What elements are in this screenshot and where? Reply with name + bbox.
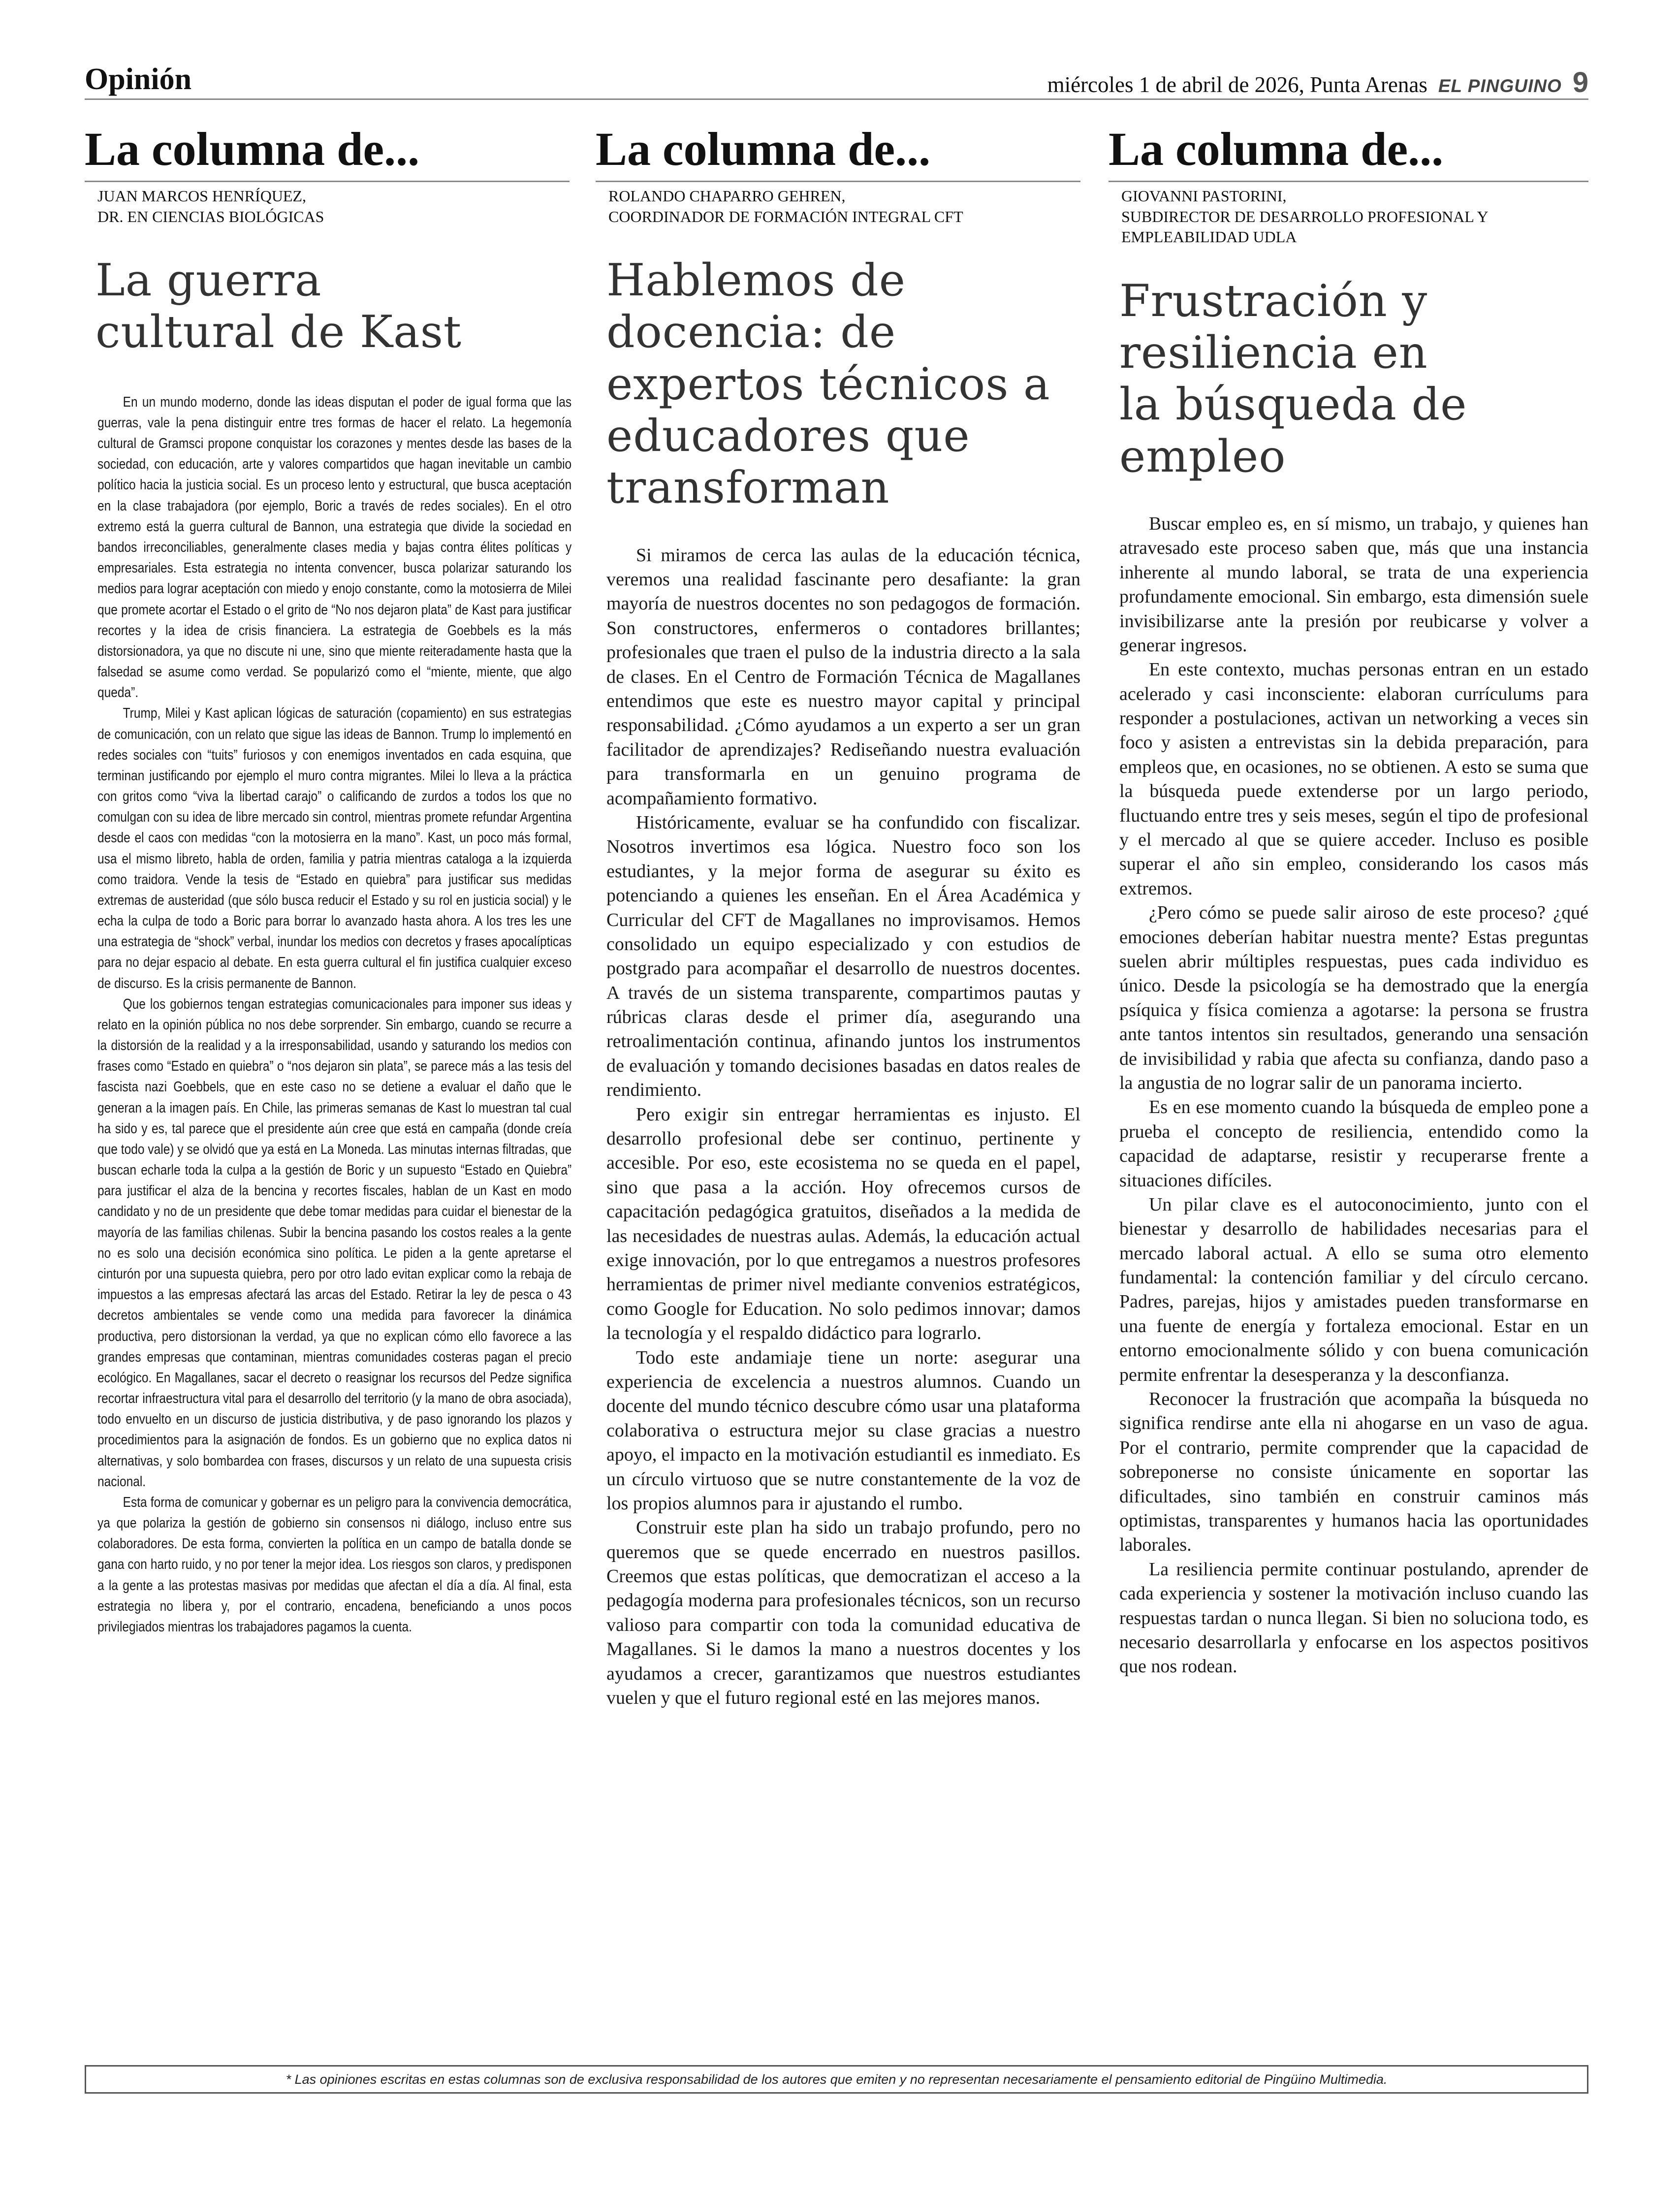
body-paragraph: La resiliencia permite continuar postulando, aprender de cada experiencia y sostener la motivación incluso cuando las respuestas tardan o nunca llegan. Si bien no soluciona todo, es necesario desarrollarla y enfocarse en los aspectos positivos que nos rodean. [1119,1559,1588,1677]
article-headline: La guerra cultural de Kast [95,255,462,358]
body-paragraph: Que los gobiernos tengan estrategias comunicacionales para imponer sus ideas y relato en la opinión pública no nos debe sorprender. Sin embargo, cuando se recurre a la distorsión de la realidad y a la irresponsabilidad, usando y saturando los medios con frases como “Estado en quiebra” o “nos dejaron sin plata”, se parece más a las tesis del fascista nazi Goebbels, que en este caso no se detiene a evaluar el daño que le generan a la imagen país. En Chile, las primeras semanas de Kast lo muestran tal cual ha sido y es, tal parece que el presidente aún cree que está en campaña (donde creía que todo vale) y se olvidó que ya está en La Moneda. Las minutas internas filtradas, que buscan echarle toda la culpa a la gestión de Boric y un supuesto “Estado en Quiebra” para justificar el alza de la bencina y recortes fiscales, hablan de un Kast en modo candidato y no de un presidente que debe tomar medidas para cuidar el bienestar de la mayoría de las familias chilenas. Subir la bencina pasando los costos reales a la gente no es solo una decisión económica sino política. Le piden a la gente apretarse el cinturón por una supuesta quiebra, pero por otro lado evitan explicar como la rebaja de impuestos a las empresas afectará las arcas del Estado. Retirar la ley de pesca o 43 decretos ambientales se vende como una medida para favorecer la dinámica productiva, pero distorsionan la verdad, ya que no explican cómo ello favorece a las grandes empresas que contaminan, mientras comunidades costeras pagan el precio ecológico. En Magallanes, sacar el decreto o reasignar los recursos del Pedze significa recortar infraestructura vital para el desarrollo del territorio (y la mano de obra asociada), todo envuelto en un discurso de justicia distributiva, y de paso ignorando los plazos y procedimientos para la asignación de fondos. Es un gobierno que no explica datos ni alternativas, y solo bombardea con frases, discursos y un relato de una supuesta crisis nacional. [97,996,572,1490]
body-paragraph: Pero exigir sin entregar herramientas es injusto. El desarrollo profesional debe ser continuo, pertinente y accesible. Por eso, este ecosistema no se queda en el papel, sino que pasa a la acción. Hoy ofrecemos cursos de capacitación pedagógica gratuitos, diseñados a la medida de las necesidades de nuestras aulas. Además, la educación actual exige innovación, por lo que entregamos a nuestros profesores herramientas de primer nivel mediante convenios estratégicos, como Google for Education. No solo pedimos innovar; damos la tecnología y el respaldo didáctico para lograrlo. [606,1104,1080,1344]
body-paragraph: Buscar empleo es, en sí mismo, un trabajo, y quienes han atravesado este proceso saben que, más que una instancia inherente al mundo laboral, se trata de una experiencia profundamente emocional. Sin embargo, esta dimensión suele invisibilizarse ante la presión por reubicarse y volver a generar ingresos. [1119,513,1588,656]
body-paragraph: En este contexto, muchas personas entran en un estado acelerado y casi inconsciente: elaboran currículums para responder a postulaciones, activan un networking a veces sin foco y asisten a entrevistas sin la debida preparación, para empleos que, en ocasiones, no se obtienen. A esto se suma que la búsqueda puede extenderse por un largo periodo, fluctuando entre tres y seis meses, según el tipo de profesional y el mercado al que se quiere acceder. Incluso es posible superar el año sin empleo, considerando los casos más extremos. [1119,659,1588,899]
newspaper-logo: EL PINGUINO [1438,76,1562,96]
author-name: ROLANDO CHAPARRO GEHREN, [608,187,846,205]
body-paragraph: En un mundo moderno, donde las ideas disputan el poder de igual forma que las guerras, vale la pena distinguir entre tres formas de hacer el relato. La hegemonía cultural de Gramsci propone conquistar los corazones y mentes desde las bases de la sociedad, con educación, arte y valores compartidos que hagan inevitable un cambio político hacia la justicia social. Es un proceso lento y estructural, que busca aceptación en la clase trabajadora (por ejemplo, Boric a través de redes sociales). En el otro extremo está la guerra cultural de Bannon, una estrategia que divide la sociedad en bandos irreconciliables, generalmente clases media y bajas contra élites políticas y empresariales. Esta estrategia no intenta convencer, busca polarizar saturando los medios para lograr aceptación con miedo y enojo constante, como la motosierra de Milei que promete acortar el Estado o el grito de “No nos dejaron plata” de Kast para justificar recortes y la idea de crisis financiera. La estrategia de Goebbels es la más distorsionadora, ya que no discute ni une, sino que miente reiteradamente hasta que la falsedad se asume como verdad. Se popularizó como el “miente, miente, que algo queda”. [97,394,572,701]
body-paragraph: Un pilar clave es el autoconocimiento, junto con el bienestar y desarrollo de habilidades necesarias para el mercado laboral actual. A ello se suma otro elemento fundamental: la contención familiar y del círculo cercano. Padres, parejas, hijos y amistades pueden transformarse en una fuente de energía y fortaleza emocional. Estar en un entorno emocionalmente sólido y con buena comunicación permite enfrentar la desesperanza y la desconfianza. [1119,1194,1588,1385]
body-paragraph: Trump, Milei y Kast aplican lógicas de saturación (copamiento) en sus estrategias de comunicación, con un relato que sigue las ideas de Bannon. Trump lo implementó en redes sociales con “tuits” furiosos y con enemigos inventados en cada esquina, que terminan justificando por ejemplo el muro contra migrantes. Milei lo lleva a la práctica con gritos como “viva la libertad carajo” o calificando de zurdos a todos los que no comulgan con su idea de libre mercado sin control, mientras promete refundar Argentina desde el caos con medidas “con la motosierra en la mano”. Kast, un poco más formal, usa el mismo libreto, habla de orden, familia y patria mientras cataloga a la izquierda como traidora. Vende la tesis de “Estado en quiebra” para justificar sus medidas extremas de austeridad (que sólo busca reducir el Estado y su rol en justicia social) y le echa la culpa de todo a Boric para borrar lo avanzado hasta ahora. A los tres les une una estrategia de “shock” verbal, inundar los medios con decretos y frases apocalípticas para no dejar espacio al debate. En esta guerra cultural el fin justifica cualquier exceso de discurso. Es la crisis permanente de Bannon. [97,705,572,991]
section-title: Opinión [85,63,192,96]
footer-disclaimer: * Las opiniones escritas en estas columnas son de exclusiva responsabilidad de los autores que emiten y no representan necesariamente el pensamiento editorial de Pingüino Multimedia. [85,2065,1588,2094]
column-kicker: La columna de... [85,126,570,182]
article-body [606,543,1080,1711]
body-paragraph: Esta forma de comunicar y gobernar es un peligro para la convivencia democrática, ya que polariza la gestión de gobierno sin consensos ni diálogo, incluso entre sus colaboradores. De esta forma, convierten la política en un campo de batalla donde se gana con harto ruido, y no por tener la mejor idea. Los riesgos son claros, y predisponen a la gente a las protestas masivas por medidas que afectan el día a día. Al final, esta estrategia no libera y, por el contrario, encadena, beneficiando a unos pocos privilegiados mientras los trabajadores pagamos la cuenta. [97,1494,572,1635]
column-kicker: La columna de... [596,126,1080,182]
body-paragraph: Es en ese momento cuando la búsqueda de empleo pone a prueba el concepto de resiliencia, entendido como la capacidad de adaptarse, resistir y recuperarse frente a situaciones difíciles. [1119,1097,1588,1191]
author-title: DR. EN CIENCIAS BIOLÓGICAS [97,207,324,225]
page-header [85,59,1588,100]
body-paragraph: Reconocer la frustración que acompaña la búsqueda no significa rendirse ante ella ni ahogarse en un vaso de agua. Por el contrario, permite comprender que la capacidad de sobreponerse no consiste únicamente en soportar las dificultades, sino también en construir caminos más optimistas, transparentes y humanos hacia las oportunidades laborales. [1119,1389,1588,1556]
publication-date: miércoles 1 de abril de 2026, Punta Arenas [1047,72,1427,97]
body-paragraph: Si miramos de cerca las aulas de la educación técnica, veremos una realidad fascinante pero desafiante: la gran mayoría de nuestros docentes no son pedagogos de formación. Son constructores, enfermeros o contadores brillantes; profesionales que traen el pulso de la industria directo a la sala de clases. En el Centro de Formación Técnica de Magallanes entendimos que este es nuestro mayor capital y principal responsabilidad. ¿Cómo ayudamos a un experto a ser un gran facilitador de aprendizajes? Rediseñando nuestra evaluación para transformarla en un genuino programa de acompañamiento formativo. [606,544,1080,809]
body-paragraph: ¿Pero cómo se puede salir airoso de este proceso? ¿qué emociones deberían habitar nuestra mente? Estas preguntas suelen abrir múltiples respuestas, pues cada individuo es único. Desde la psicología se ha demostrado que la energía psíquica y física comienza a agotarse: la persona se frustra ante tantos intentos sin resultados, generando una sensación de invisibilidad y rabia que afecta su confianza, dando paso a la angustia de no lograr salir de un panorama incierto. [1119,902,1588,1093]
author-title: SUBDIRECTOR DE DESARROLLO PROFESIONAL Y EMPLEABILIDAD UDLA [1121,207,1488,246]
header-meta [1047,66,1588,99]
article-body [1119,512,1588,1679]
column-kicker: La columna de... [1109,126,1588,182]
author-name: GIOVANNI PASTORINI, [1121,187,1287,205]
body-paragraph: Todo este andamiaje tiene un norte: asegurar una experiencia de excelencia a nuestros alumnos. Cuando un docente del mundo técnico descubre cómo usar una plataforma colaborativa o estructura mejor su clase gracias a nuestro apoyo, el impacto en la motivación estudiantil es inmediato. Es un círculo virtuoso que se nutre constantemente de la voz de los propios alumnos para ir ajustando el rumbo. [606,1347,1080,1514]
opinion-column-1 [85,123,572,1637]
article-body [97,392,571,1637]
body-paragraph: Históricamente, evaluar se ha confundido con fiscalizar. Nosotros invertimos esa lógica. Nuestro foco son los estudiantes, y la mejor forma de asegurar su éxito es potenciando a quienes les enseñan. En el Área Académica y Curricular del CFT de Magallanes no improvisamos. Hemos consolidado un equipo especializado y con estudios de postgrado para acompañar el desarrollo de nuestros docentes. A través de un sistema transparente, compartimos pautas y rúbricas claras desde el primer día, asegurando una retroalimentación continua, afinando juntos los instrumentos de evaluación y tomando decisiones basadas en datos reales de rendimiento. [606,812,1080,1101]
opinion-column-2 [596,123,1080,1710]
opinion-column-3 [1109,123,1588,1679]
author-name: JUAN MARCOS HENRÍQUEZ, [97,187,307,205]
article-headline: Frustración y resiliencia en la búsqueda de empleo [1119,275,1467,482]
page-number: 9 [1572,66,1588,98]
author-title: COORDINADOR DE FORMACIÓN INTEGRAL CFT [608,207,963,225]
article-headline: Hablemos de docencia: de expertos técnicos a educadores que transforman [606,255,1050,514]
body-paragraph: Construir este plan ha sido un trabajo profundo, pero no queremos que se quede encerrado en nuestros pasillos. Creemos que estas políticas, que democratizan el acceso a la pedagogía moderna para profesionales técnicos, son un recurso valioso para compartir con toda la comunidad educativa de Magallanes. Si le damos la mano a nuestros docentes y los ayudamos a crecer, garantizamos que nuestros estudiantes vuelen y que el futuro regional esté en las mejores manos. [606,1517,1080,1709]
